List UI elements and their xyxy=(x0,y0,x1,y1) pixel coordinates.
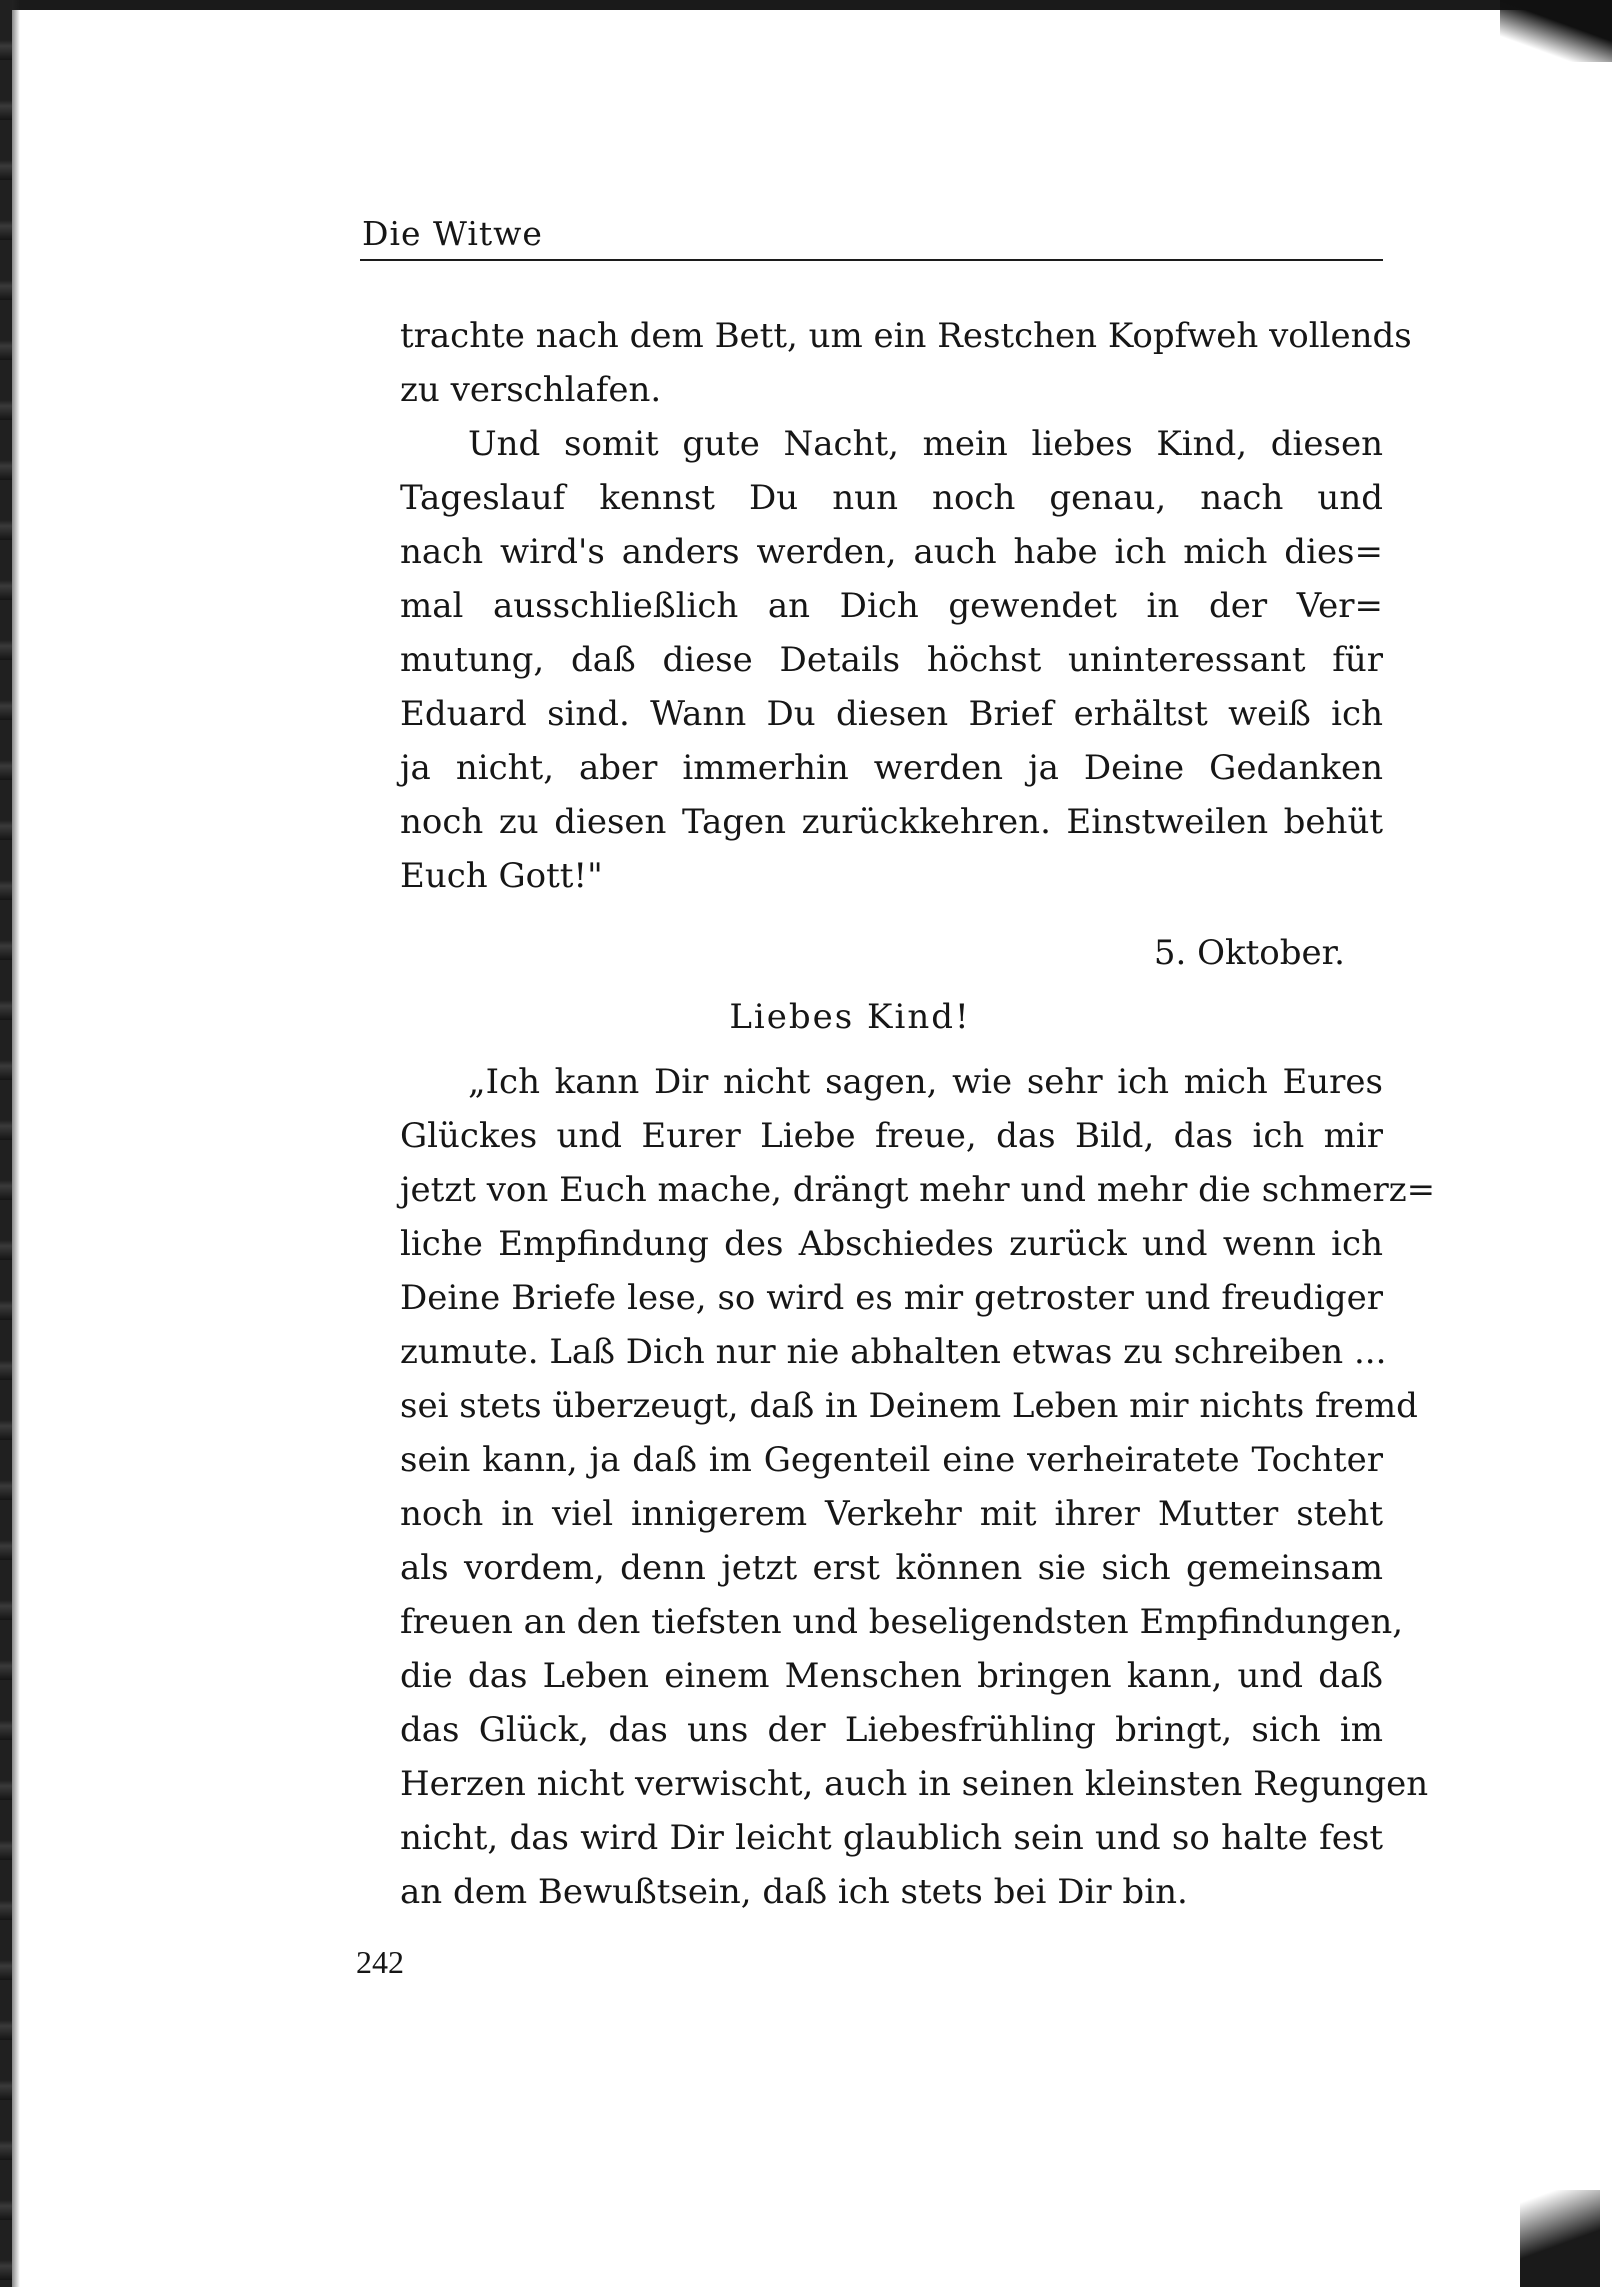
text-line: zu verschlafen. xyxy=(400,370,662,410)
text-line: Glückes und Eurer Liebe freue, das Bild, das ich mir xyxy=(400,1116,1383,1156)
text-line: mal ausschließlich an Dich gewendet in der Ver= xyxy=(400,586,1383,626)
scan-bottom-corner xyxy=(1520,2190,1600,2287)
scan-binding-shadow xyxy=(12,0,20,2287)
text-line: „Ich kann Dir nicht sagen, wie sehr ich mich Eures xyxy=(468,1062,1383,1102)
text-line: sei stets überzeugt, daß in Deinem Leben mir nichts fremd xyxy=(400,1386,1418,1426)
text-line: noch in viel innigerem Verkehr mit ihrer Mutter steht xyxy=(400,1494,1383,1534)
scan-top-corner xyxy=(1500,0,1612,62)
text-line: Herzen nicht verwischt, auch in seinen kleinsten Regungen xyxy=(400,1764,1429,1804)
page-number: 242 xyxy=(356,1944,404,1980)
scan-top-edge xyxy=(0,0,1540,10)
text-line: Tageslauf kennst Du nun noch genau, nach und xyxy=(400,478,1383,518)
text-line: liche Empfindung des Abschiedes zurück und wenn ich xyxy=(400,1224,1383,1264)
letter-date: 5. Oktober. xyxy=(1153,933,1345,973)
text-line: ja nicht, aber immerhin werden ja Deine Gedanken xyxy=(400,748,1383,788)
text-line: trachte nach dem Bett, um ein Restchen Kopfweh vollends xyxy=(400,316,1412,356)
text-line: zumute. Laß Dich nur nie abhalten etwas zu schreiben ... xyxy=(400,1332,1387,1372)
text-line: freuen an den tiefsten und beseligendsten Empfindungen, xyxy=(400,1602,1404,1642)
text-line: Und somit gute Nacht, mein liebes Kind, diesen xyxy=(468,424,1383,464)
header-rule xyxy=(360,259,1383,261)
text-line: an dem Bewußtsein, daß ich stets bei Dir bin. xyxy=(400,1872,1188,1912)
text-line: Euch Gott!" xyxy=(400,856,603,896)
text-line: Deine Briefe lese, so wird es mir getroster und freudiger xyxy=(400,1278,1383,1318)
letter-salutation: Liebes Kind! xyxy=(729,997,971,1037)
text-line: Eduard sind. Wann Du diesen Brief erhältst weiß ich xyxy=(400,694,1383,734)
text-line: noch zu diesen Tagen zurückkehren. Einstweilen behüt xyxy=(400,802,1383,842)
text-line: die das Leben einem Menschen bringen kann, und daß xyxy=(400,1656,1383,1696)
text-line: sein kann, ja daß im Gegenteil eine verheiratete Tochter xyxy=(400,1440,1383,1480)
text-line: als vordem, denn jetzt erst können sie sich gemeinsam xyxy=(400,1548,1383,1588)
text-line: nicht, das wird Dir leicht glaublich sein und so halte fest xyxy=(400,1818,1383,1858)
text-line: jetzt von Euch mache, drängt mehr und mehr die schmerz= xyxy=(400,1170,1436,1210)
text-line: mutung, daß diese Details höchst uninteressant für xyxy=(400,640,1383,680)
text-line: das Glück, das uns der Liebesfrühling bringt, sich im xyxy=(400,1710,1383,1750)
running-head: Die Witwe xyxy=(362,214,543,253)
text-line: nach wird's anders werden, auch habe ich mich dies= xyxy=(400,532,1383,572)
scan-binding-edge xyxy=(0,0,12,2287)
